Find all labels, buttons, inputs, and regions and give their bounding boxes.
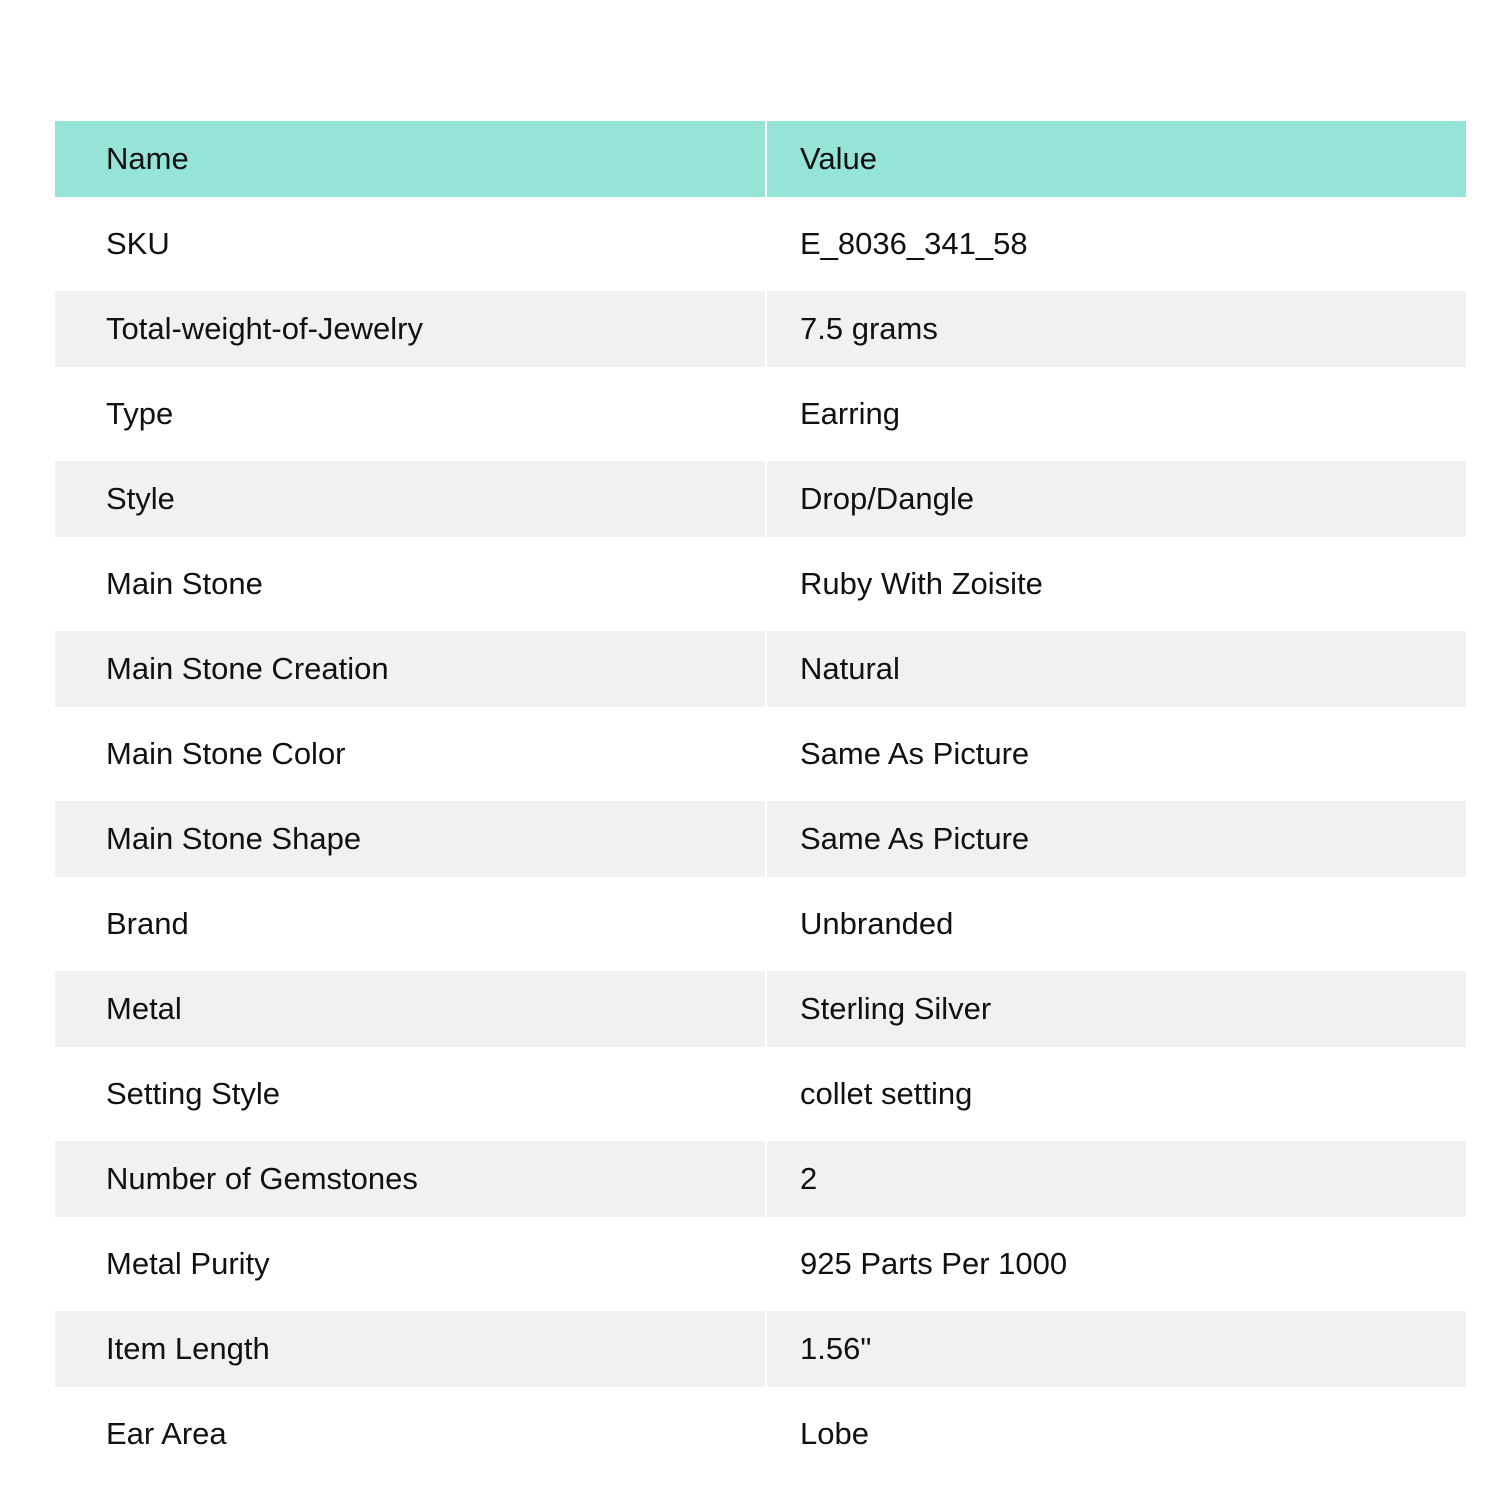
- product-specifications-table: [55, 121, 1466, 1481]
- table-row: [55, 1311, 1466, 1387]
- table-row: [55, 877, 1466, 971]
- spec-name: SKU: [55, 197, 766, 291]
- table-row: [55, 537, 1466, 631]
- spec-name: Total-weight-of-Jewelry: [55, 291, 766, 367]
- table-header: [55, 121, 1466, 197]
- table-row: [55, 291, 1466, 367]
- spec-name: Metal: [55, 971, 766, 1047]
- spec-name: Main Stone: [55, 537, 766, 631]
- table-row: [55, 1217, 1466, 1311]
- spec-value: 7.5 grams: [766, 291, 1466, 367]
- table-row: [55, 367, 1466, 461]
- spec-name: Main Stone Color: [55, 707, 766, 801]
- spec-name: Main Stone Creation: [55, 631, 766, 707]
- table-row: [55, 631, 1466, 707]
- spec-name: Type: [55, 367, 766, 461]
- table-row: [55, 461, 1466, 537]
- spec-value: Drop/Dangle: [766, 461, 1466, 537]
- name-column-header: Name: [55, 121, 766, 197]
- table-body: [55, 197, 1466, 1481]
- spec-value: E_8036_341_58: [766, 197, 1466, 291]
- spec-value: Lobe: [766, 1387, 1466, 1481]
- table-row: [55, 971, 1466, 1047]
- spec-name: Brand: [55, 877, 766, 971]
- table-row: [55, 1141, 1466, 1217]
- table-row: [55, 1387, 1466, 1481]
- spec-name: Metal Purity: [55, 1217, 766, 1311]
- spec-name: Ear Area: [55, 1387, 766, 1481]
- spec-name: Main Stone Shape: [55, 801, 766, 877]
- spec-value: Sterling Silver: [766, 971, 1466, 1047]
- spec-value: 1.56": [766, 1311, 1466, 1387]
- spec-value: Natural: [766, 631, 1466, 707]
- spec-name: Item Length: [55, 1311, 766, 1387]
- value-column-header: Value: [766, 121, 1466, 197]
- spec-value: Earring: [766, 367, 1466, 461]
- spec-value: Same As Picture: [766, 707, 1466, 801]
- table-row: [55, 707, 1466, 801]
- spec-value: collet setting: [766, 1047, 1466, 1141]
- table-row: [55, 801, 1466, 877]
- spec-value: 2: [766, 1141, 1466, 1217]
- spec-name: Style: [55, 461, 766, 537]
- spec-name: Setting Style: [55, 1047, 766, 1141]
- header-row: [55, 121, 1466, 197]
- spec-value: Ruby With Zoisite: [766, 537, 1466, 631]
- spec-name: Number of Gemstones: [55, 1141, 766, 1217]
- table-row: [55, 197, 1466, 291]
- spec-value: Same As Picture: [766, 801, 1466, 877]
- table-row: [55, 1047, 1466, 1141]
- spec-value: Unbranded: [766, 877, 1466, 971]
- spec-value: 925 Parts Per 1000: [766, 1217, 1466, 1311]
